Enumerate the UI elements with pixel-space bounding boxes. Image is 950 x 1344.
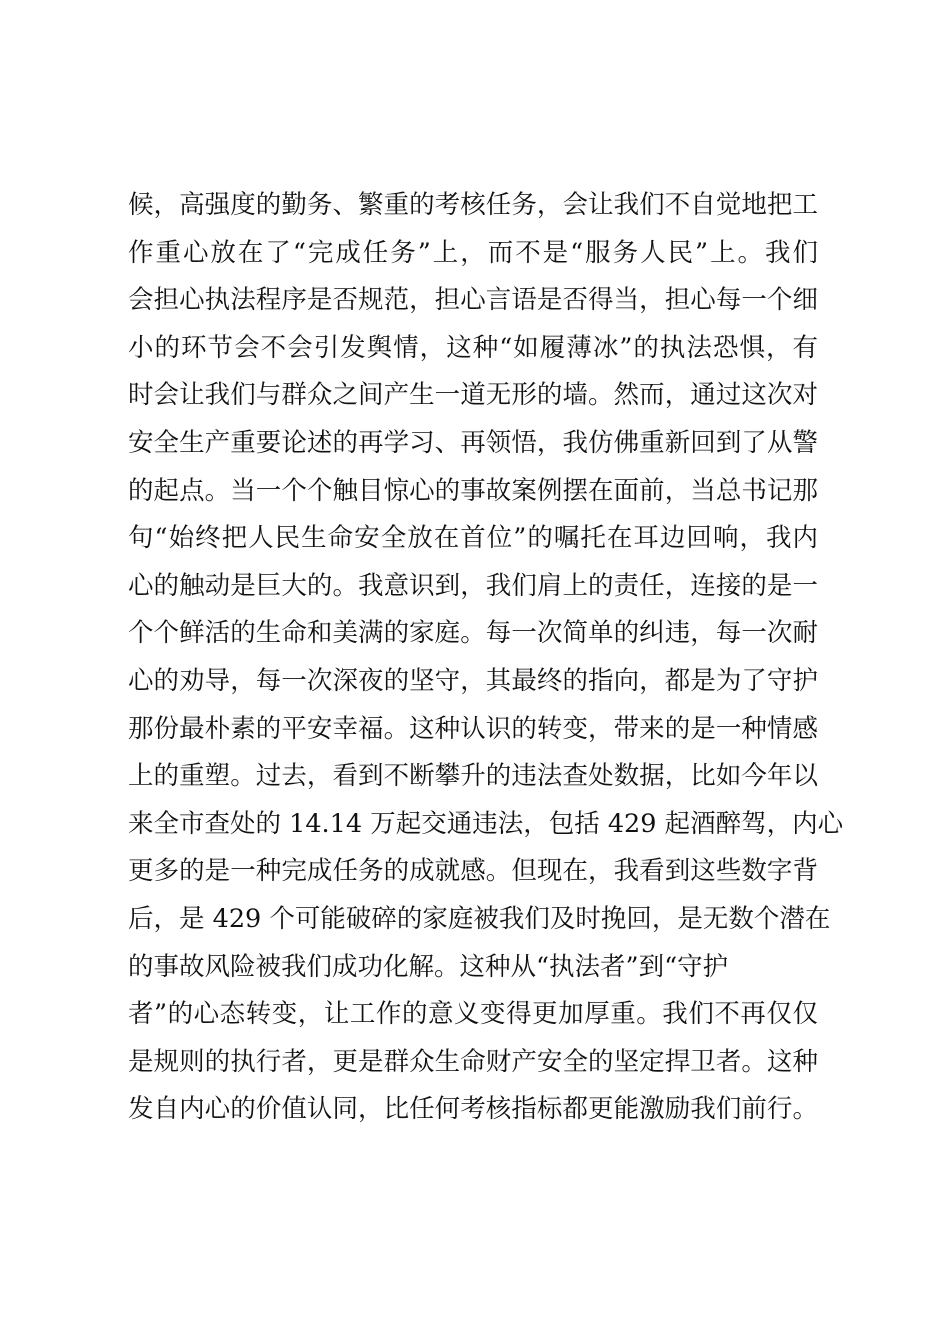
text-line: 是规则的执行者，更是群众生命财产安全的坚定捍卫者。这种 bbox=[128, 1046, 818, 1077]
text-line: 句“始终把人民生命安全放在首位”的嘱托在耳边回响，我内 bbox=[128, 523, 818, 554]
text-line: 来全市查处的 14.14 万起交通违法，包括 429 起酒醉驾，内心 bbox=[128, 808, 844, 839]
text-line: 的起点。当一个个触目惊心的事故案例摆在面前，当总书记那 bbox=[128, 475, 818, 506]
text-line: 那份最朴素的平安幸福。这种认识的转变，带来的是一种情感 bbox=[128, 713, 818, 744]
text-line: 心的劝导，每一次深夜的坚守，其最终的指向，都是为了守护 bbox=[128, 665, 818, 696]
text-line: 心的触动是巨大的。我意识到，我们肩上的责任，连接的是一 bbox=[128, 570, 818, 601]
text-line: 者”的心态转变，让工作的意义变得更加厚重。我们不再仅仅 bbox=[128, 999, 818, 1030]
body-paragraph bbox=[128, 182, 844, 1134]
text-line: 作重心放在了“完成任务”上，而不是“服务人民”上。我们 bbox=[128, 237, 818, 268]
text-line: 上的重塑。过去，看到不断攀升的违法查处数据，比如今年以 bbox=[128, 761, 818, 792]
text-line: 发自内心的价值认同，比任何考核指标都更能激励我们前行。 bbox=[128, 1094, 818, 1125]
text-line: 后，是 429 个可能破碎的家庭被我们及时挽回，是无数个潜在 bbox=[128, 903, 831, 934]
text-line: 候，高强度的勤务、繁重的考核任务，会让我们不自觉地把工 bbox=[128, 190, 818, 220]
text-line: 安全生产重要论述的再学习、再领悟，我仿佛重新回到了从警 bbox=[128, 427, 818, 458]
text-line: 会担心执法程序是否规范，担心言语是否得当，担心每一个细 bbox=[128, 285, 818, 316]
text-line: 小的环节会不会引发舆情，这种“如履薄冰”的执法恐惧，有 bbox=[128, 332, 818, 363]
text-line: 更多的是一种完成任务的成就感。但现在，我看到这些数字背 bbox=[128, 856, 818, 887]
text-line: 个个鲜活的生命和美满的家庭。每一次简单的纠违，每一次耐 bbox=[128, 618, 818, 649]
text-line: 的事故风险被我们成功化解。这种从“执法者”到“守护 bbox=[128, 951, 729, 982]
text-line: 时会让我们与群众之间产生一道无形的墙。然而，通过这次对 bbox=[128, 380, 818, 411]
